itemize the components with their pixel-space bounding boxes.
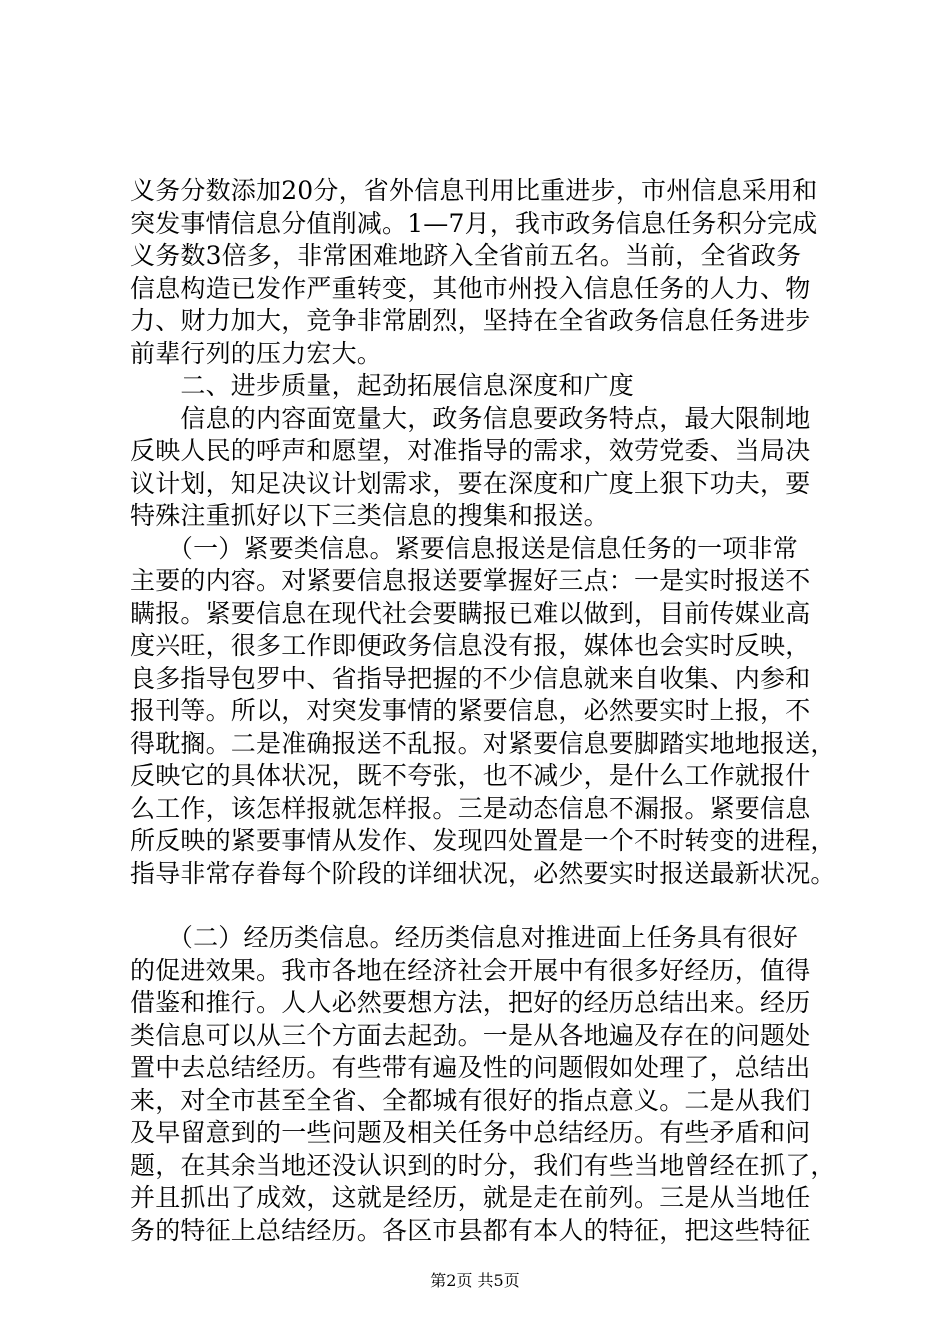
text-line: （二）经历类信息。经历类信息对推进面上任务具有很好 [130, 923, 798, 952]
text-line: 么工作，该怎样报就怎样报。三是动态信息不漏报。紧要信息 [130, 793, 811, 823]
text-line: 良多指导包罗中、省指导把握的不少信息就来自收集、内参和 [130, 663, 811, 693]
text-line: 特殊注重抓好以下三类信息的搜集和报送。 [130, 501, 609, 530]
text-line: 反映它的具体状况，既不夸张，也不减少，是什么工作就报什 [130, 761, 811, 790]
document-body [130, 175, 836, 1247]
text-line: 得耽搁。二是准确报送不乱报。对紧要信息要脚踏实地地报送， [130, 728, 836, 758]
text-line: 前辈行列的压力宏大。 [130, 338, 383, 368]
text-line: 突发事情信息分值削减。1—7月，我市政务信息任务积分完成 [130, 208, 818, 238]
text-line: 义务分数添加20分，省外信息刊用比重进步，市州信息采用和 [130, 176, 818, 205]
text-line: 报刊等。所以，对突发事情的紧要信息，必然要实时上报，不 [130, 696, 811, 725]
text-line: 指导非常存眷每个阶段的详细状况，必然要实时报送最新状况。 [130, 858, 836, 888]
text-line: 义务数3倍多，非常困难地跻入全省前五名。当前，全省政务 [130, 241, 802, 270]
text-line: 所反映的紧要事情从发作、发现四处置是一个不时转变的进程， [130, 826, 836, 855]
text-line: 务的特征上总结经历。各区市县都有本人的特征，把这些特征 [130, 1215, 811, 1245]
text-line: 类信息可以从三个方面去起劲。一是从各地遍及存在的问题处 [130, 1020, 811, 1050]
text-line: 主要的内容。对紧要信息报送要掌握好三点：一是实时报送不 [130, 566, 811, 595]
text-line: 信息的内容面宽量大，政务信息要政务特点，最大限制地 [130, 403, 811, 433]
page-footer: 第2页 共5页 [430, 1271, 520, 1290]
text-line: 来，对全市甚至全省、全都城有很好的指点意义。二是从我们 [130, 1085, 811, 1115]
text-line: 的促进效果。我市各地在经济社会开展中有很多好经历，值得 [130, 955, 811, 985]
text-line: 置中去总结经历。有些带有遍及性的问题假如处理了，总结出 [130, 1053, 811, 1082]
text-line: 二、进步质量，起劲拓展信息深度和广度 [130, 371, 635, 400]
paragraph-gap [130, 890, 830, 922]
text-block-upper [130, 175, 836, 890]
text-line: 并且抓出了成效，这就是经历，就是走在前列。三是从当地任 [130, 1183, 811, 1212]
text-line: 度兴旺，很多工作即便政务信息没有报，媒体也会实时反映， [130, 631, 811, 660]
text-line: 题，在其余当地还没认识到的时分，我们有些当地曾经在抓了， [130, 1150, 836, 1180]
text-line: （一）紧要类信息。紧要信息报送是信息任务的一项非常 [130, 533, 798, 563]
text-line: 反映人民的呼声和愿望，对准指导的需求，效劳党委、当局决 [130, 436, 811, 465]
text-line: 及早留意到的一些问题及相关任务中总结经历。有些矛盾和问 [130, 1118, 811, 1147]
text-line: 瞒报。紧要信息在现代社会要瞒报已难以做到，目前传媒业高 [130, 598, 811, 628]
text-line: 借鉴和推行。人人必然要想方法，把好的经历总结出来。经历 [130, 988, 811, 1017]
text-line: 信息构造已发作严重转变，其他市州投入信息任务的人力、物 [130, 273, 811, 303]
text-line: 议计划，知足决议计划需求，要在深度和广度上狠下功夫，要 [130, 468, 811, 498]
text-block-lower [130, 922, 836, 1247]
text-line: 力、财力加大，竞争非常剧烈，坚持在全省政务信息任务进步 [130, 306, 811, 335]
